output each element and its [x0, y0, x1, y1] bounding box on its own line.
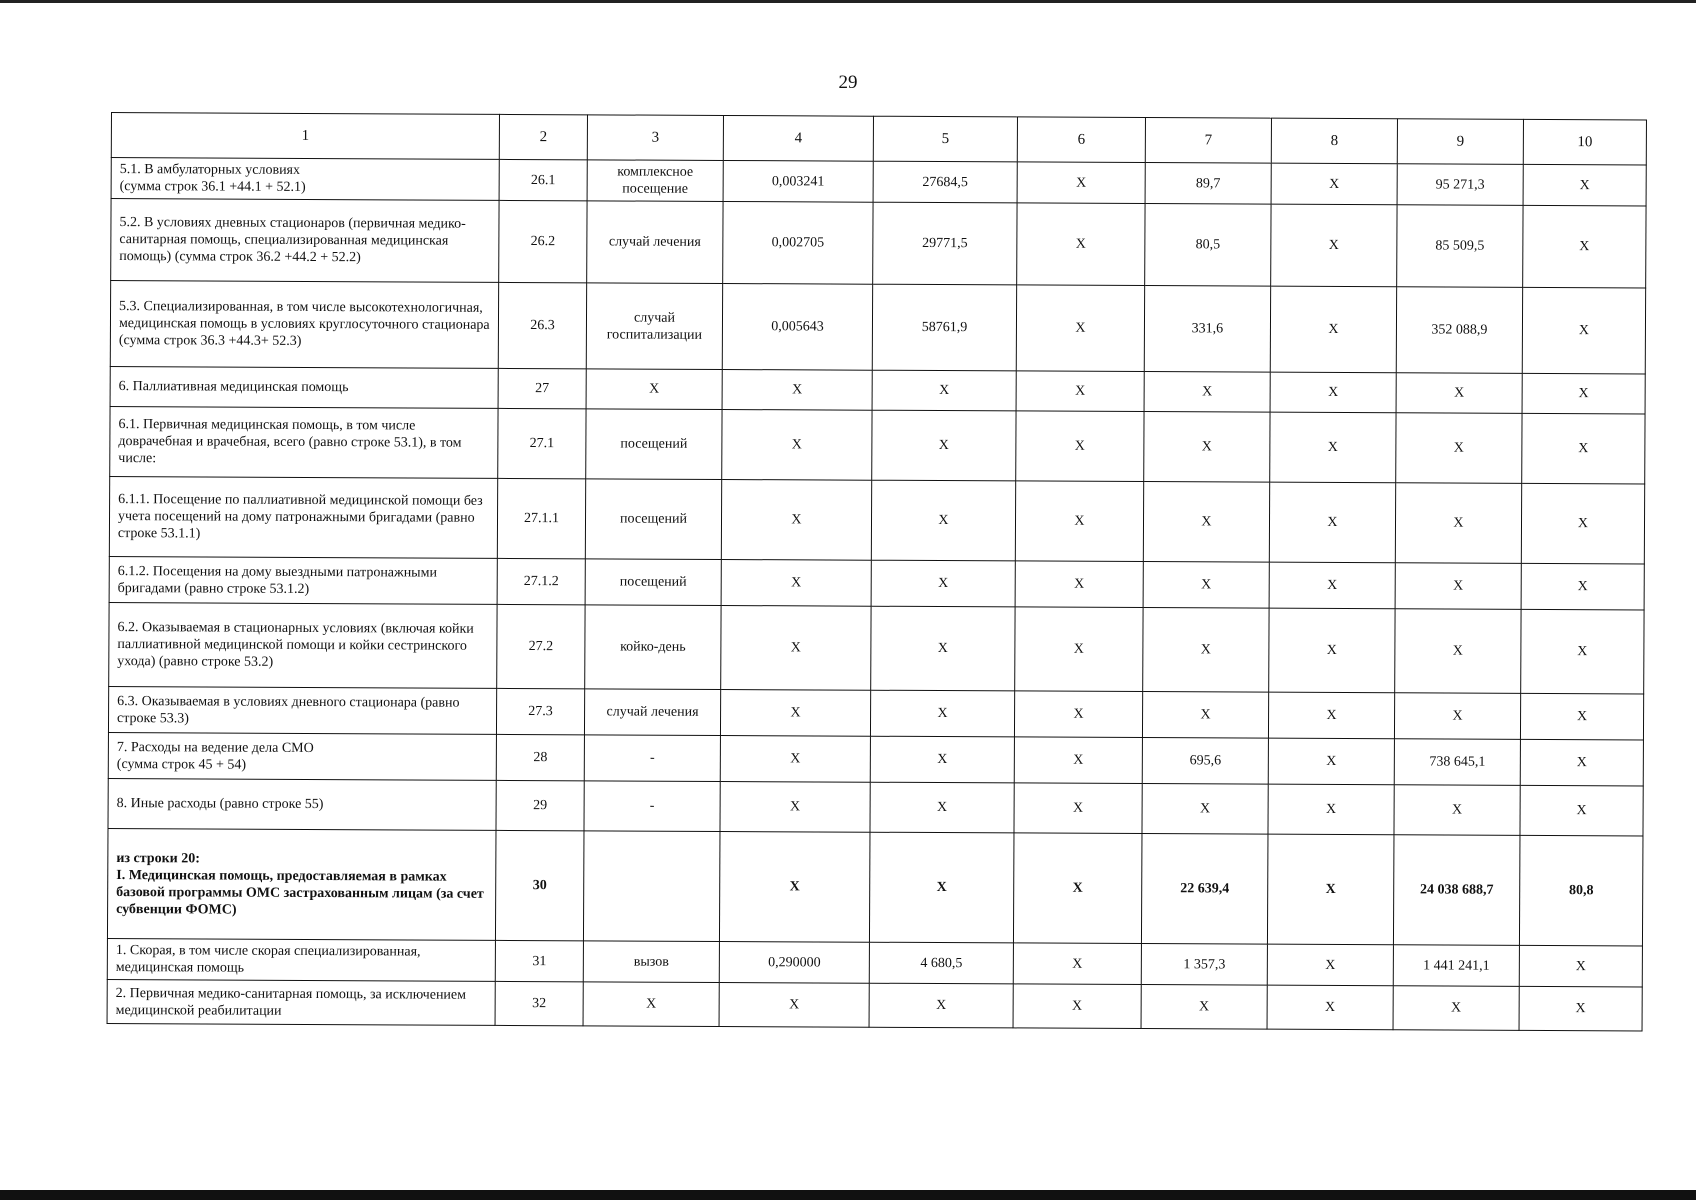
- table-cell: X: [1396, 413, 1522, 484]
- table-cell: X: [583, 982, 719, 1027]
- table-cell: 85 509,5: [1397, 205, 1523, 288]
- column-header: 4: [723, 115, 873, 161]
- table-cell: X: [1143, 562, 1269, 609]
- table-cell: 27.3: [496, 689, 584, 735]
- table-cell: X: [1267, 944, 1393, 986]
- table-cell: X: [1013, 984, 1141, 1029]
- table-cell: X: [871, 606, 1015, 691]
- table-cell: X: [1267, 985, 1393, 1030]
- table-cell: X: [1017, 203, 1145, 286]
- table-cell: X: [1396, 373, 1522, 414]
- table-cell: X: [1271, 204, 1397, 287]
- column-header: 8: [1271, 118, 1397, 164]
- table-cell: 80,8: [1519, 836, 1643, 947]
- table-cell: -: [584, 781, 720, 832]
- row-label-cell: 1. Скорая, в том числе скорая специализированная, медицинская помощь: [107, 939, 495, 982]
- table-cell: 0,290000: [719, 942, 869, 984]
- table-cell: 1 441 241,1: [1393, 945, 1519, 987]
- table-cell: X: [1395, 483, 1521, 564]
- table-cell: X: [1143, 482, 1269, 563]
- data-table: [107, 112, 1647, 1032]
- table-cell: 22 639,4: [1141, 834, 1268, 945]
- table-cell: X: [721, 560, 871, 607]
- table-cell: 695,6: [1142, 738, 1268, 785]
- table-cell: X: [720, 736, 870, 783]
- table-cell: X: [1271, 163, 1397, 205]
- table-cell: X: [1270, 286, 1396, 373]
- row-label-cell: 5.1. В амбулаторных условиях (сумма строк 36.1 +44.1 + 52.1): [111, 158, 499, 201]
- table-row: [107, 980, 1642, 1032]
- row-label-cell: 5.3. Специализированная, в том числе высокотехнологичная, медицинская помощь в условиях круглосуточного стационара (сумма строк 36.3 +44.3+ 52.3): [110, 281, 498, 369]
- table-cell: X: [1522, 414, 1645, 485]
- table-cell: 26.2: [499, 201, 587, 283]
- table-row: [109, 477, 1644, 565]
- table-cell: X: [1395, 563, 1521, 610]
- table-cell: X: [1267, 834, 1394, 945]
- table-row: [108, 779, 1643, 837]
- table-cell: X: [1519, 987, 1642, 1032]
- table-row: [110, 407, 1645, 485]
- table-cell: X: [1016, 411, 1144, 482]
- table-cell: X: [1015, 607, 1143, 692]
- table-row: [111, 199, 1646, 289]
- row-label-cell: 7. Расходы на ведение дела СМО (сумма строк 45 + 54): [108, 733, 496, 781]
- table-cell: 29: [496, 781, 584, 831]
- table-cell: X: [720, 690, 870, 737]
- table-cell: X: [586, 369, 722, 410]
- table-cell: X: [1268, 692, 1394, 739]
- table-cell: 27: [498, 369, 586, 409]
- table-cell: случай лечения: [587, 201, 723, 284]
- table-row: [109, 557, 1644, 611]
- table-row: [107, 829, 1643, 947]
- table-cell: X: [1141, 985, 1267, 1030]
- table-cell: X: [719, 983, 869, 1028]
- table-cell: X: [1142, 692, 1268, 739]
- table-cell: X: [870, 736, 1014, 783]
- row-label-cell: 6.1.1. Посещение по паллиативной медицинской помощи без учета посещений на дому патронажными бригадами (равно строке 53.1.1): [109, 477, 497, 559]
- table-cell: 28: [496, 735, 584, 781]
- row-label-cell: 6.3. Оказываемая в условиях дневного стационара (равно строке 53.3): [108, 687, 496, 735]
- table-body: [107, 158, 1646, 1032]
- table-cell: X: [1522, 374, 1645, 415]
- table-cell: 0,005643: [722, 284, 872, 371]
- table-cell: X: [1270, 372, 1396, 413]
- table-cell: X: [1143, 608, 1269, 693]
- table-cell: X: [721, 606, 871, 691]
- header-row: [111, 113, 1646, 166]
- column-header: 1: [111, 113, 499, 160]
- table-cell: 26.3: [498, 283, 586, 369]
- table-cell: X: [1520, 694, 1643, 741]
- column-header: 10: [1523, 119, 1646, 165]
- table-cell: X: [1523, 206, 1646, 289]
- table-cell: X: [1014, 783, 1142, 834]
- column-header: 2: [499, 114, 587, 159]
- table-cell: X: [871, 480, 1015, 561]
- table-cell: X: [1015, 561, 1143, 608]
- table-cell: X: [1519, 946, 1642, 988]
- table-cell: 0,002705: [723, 202, 873, 285]
- table-cell: посещений: [586, 409, 722, 480]
- table-cell: 27.1.2: [497, 559, 585, 605]
- row-label-cell: 2. Первичная медико-санитарная помощь, за исключением медицинской реабилитации: [107, 980, 495, 1026]
- row-label-cell: 6.2. Оказываемая в стационарных условиях (включая койки паллиативной медицинской помощи и койки сестринского ухода) (равно строке 53.2): [109, 603, 497, 689]
- table-cell: 0,003241: [723, 160, 873, 202]
- table-cell: X: [1394, 785, 1520, 836]
- table-cell: X: [1144, 412, 1270, 483]
- table-cell: койко-день: [585, 605, 721, 690]
- table-cell: X: [1520, 786, 1643, 837]
- column-header: 5: [873, 116, 1017, 162]
- row-label-cell: из строки 20: I. Медицинская помощь, предоставляемая в рамках базовой программы ОМС застрахованным лицам (за счет субвенции ФОМС): [107, 829, 496, 941]
- table-cell: случай госпитализации: [586, 283, 722, 370]
- table-cell: X: [1394, 693, 1520, 740]
- table-row: [109, 603, 1644, 695]
- column-header: 6: [1017, 117, 1145, 163]
- table-cell: X: [1393, 986, 1519, 1031]
- table-cell: X: [722, 410, 872, 481]
- table-cell: 95 271,3: [1397, 164, 1523, 206]
- table-cell: X: [1395, 609, 1521, 694]
- table-row: [108, 687, 1643, 741]
- table-cell: 4 680,5: [869, 942, 1013, 984]
- table-cell: X: [720, 782, 870, 833]
- table-cell: X: [872, 370, 1016, 411]
- row-label-cell: 6. Паллиативная медицинская помощь: [110, 367, 498, 409]
- row-label-cell: 6.1.2. Посещения на дому выездными патронажными бригадами (равно строке 53.1.2): [109, 557, 497, 605]
- column-header: 7: [1145, 118, 1271, 164]
- row-label-cell: 8. Иные расходы (равно строке 55): [108, 779, 496, 831]
- table-cell: X: [1013, 833, 1142, 944]
- page-number: 29: [838, 72, 858, 93]
- scan-bottom-edge: [0, 1190, 1696, 1200]
- table-cell: X: [871, 560, 1015, 607]
- table-cell: X: [869, 984, 1013, 1029]
- table-cell: 30: [495, 831, 584, 941]
- table-cell: 29771,5: [873, 202, 1017, 285]
- table-cell: 58761,9: [872, 284, 1016, 371]
- table-cell: X: [1269, 482, 1395, 563]
- table-cell: 26.1: [499, 159, 587, 201]
- table-cell: X: [722, 370, 872, 411]
- table-cell: вызов: [583, 941, 719, 983]
- table-cell: X: [1142, 784, 1268, 835]
- table-cell: [583, 831, 720, 942]
- table-cell: 27.1: [498, 409, 586, 479]
- table-cell: X: [1521, 610, 1644, 695]
- table-cell: -: [584, 735, 720, 782]
- table-cell: 1 357,3: [1141, 944, 1267, 986]
- table-cell: случай лечения: [584, 689, 720, 736]
- table-cell: 31: [495, 941, 583, 983]
- table-cell: X: [1521, 484, 1644, 565]
- table-row: [110, 281, 1645, 375]
- table-cell: 738 645,1: [1394, 739, 1520, 786]
- table-cell: X: [1268, 738, 1394, 785]
- table-cell: 32: [495, 982, 583, 1026]
- table-cell: X: [1014, 691, 1142, 738]
- table-cell: X: [1014, 737, 1142, 784]
- table-cell: 27.1.1: [497, 479, 585, 559]
- table-cell: X: [1520, 740, 1643, 787]
- table-cell: X: [1016, 371, 1144, 412]
- table-row: [108, 733, 1643, 787]
- table-cell: X: [719, 832, 870, 943]
- table-cell: X: [721, 480, 871, 561]
- row-label-cell: 5.2. В условиях дневных стационаров (первичная медико-санитарная помощь, специализированная медицинская помощь) (сумма строк 36.2 +44.2 + 52.2): [111, 199, 499, 283]
- table-cell: X: [872, 410, 1016, 481]
- table-cell: X: [1521, 564, 1644, 611]
- table-cell: комплексное посещение: [587, 160, 723, 202]
- table-cell: 80,5: [1145, 204, 1271, 287]
- table-cell: X: [1013, 943, 1141, 985]
- table-cell: 331,6: [1144, 286, 1270, 373]
- column-header: 3: [587, 115, 723, 161]
- table-cell: 27684,5: [873, 161, 1017, 203]
- row-label-cell: 6.1. Первичная медицинская помощь, в том числе доврачебная и врачебная, всего (равно строке 53.1), в том числе:: [110, 407, 498, 479]
- table-cell: X: [1144, 372, 1270, 413]
- table-cell: X: [1522, 288, 1645, 375]
- table-cell: X: [870, 690, 1014, 737]
- table-cell: X: [1016, 285, 1144, 372]
- table-cell: 89,7: [1145, 163, 1271, 205]
- column-header: 9: [1397, 119, 1523, 165]
- table-cell: посещений: [585, 479, 721, 560]
- table-cell: X: [1268, 784, 1394, 835]
- table-cell: 27.2: [497, 605, 585, 689]
- table-cell: X: [1017, 162, 1145, 204]
- table-cell: X: [870, 782, 1014, 833]
- table-cell: X: [1269, 562, 1395, 609]
- table-cell: 24 038 688,7: [1393, 835, 1520, 946]
- table-cell: X: [1269, 608, 1395, 693]
- table-cell: 352 088,9: [1396, 287, 1522, 374]
- table-cell: X: [1270, 412, 1396, 483]
- table-cell: посещений: [585, 559, 721, 606]
- table-cell: X: [1015, 481, 1143, 562]
- table-cell: X: [1523, 164, 1646, 206]
- table-cell: X: [869, 832, 1014, 943]
- scan-top-edge: [0, 0, 1696, 3]
